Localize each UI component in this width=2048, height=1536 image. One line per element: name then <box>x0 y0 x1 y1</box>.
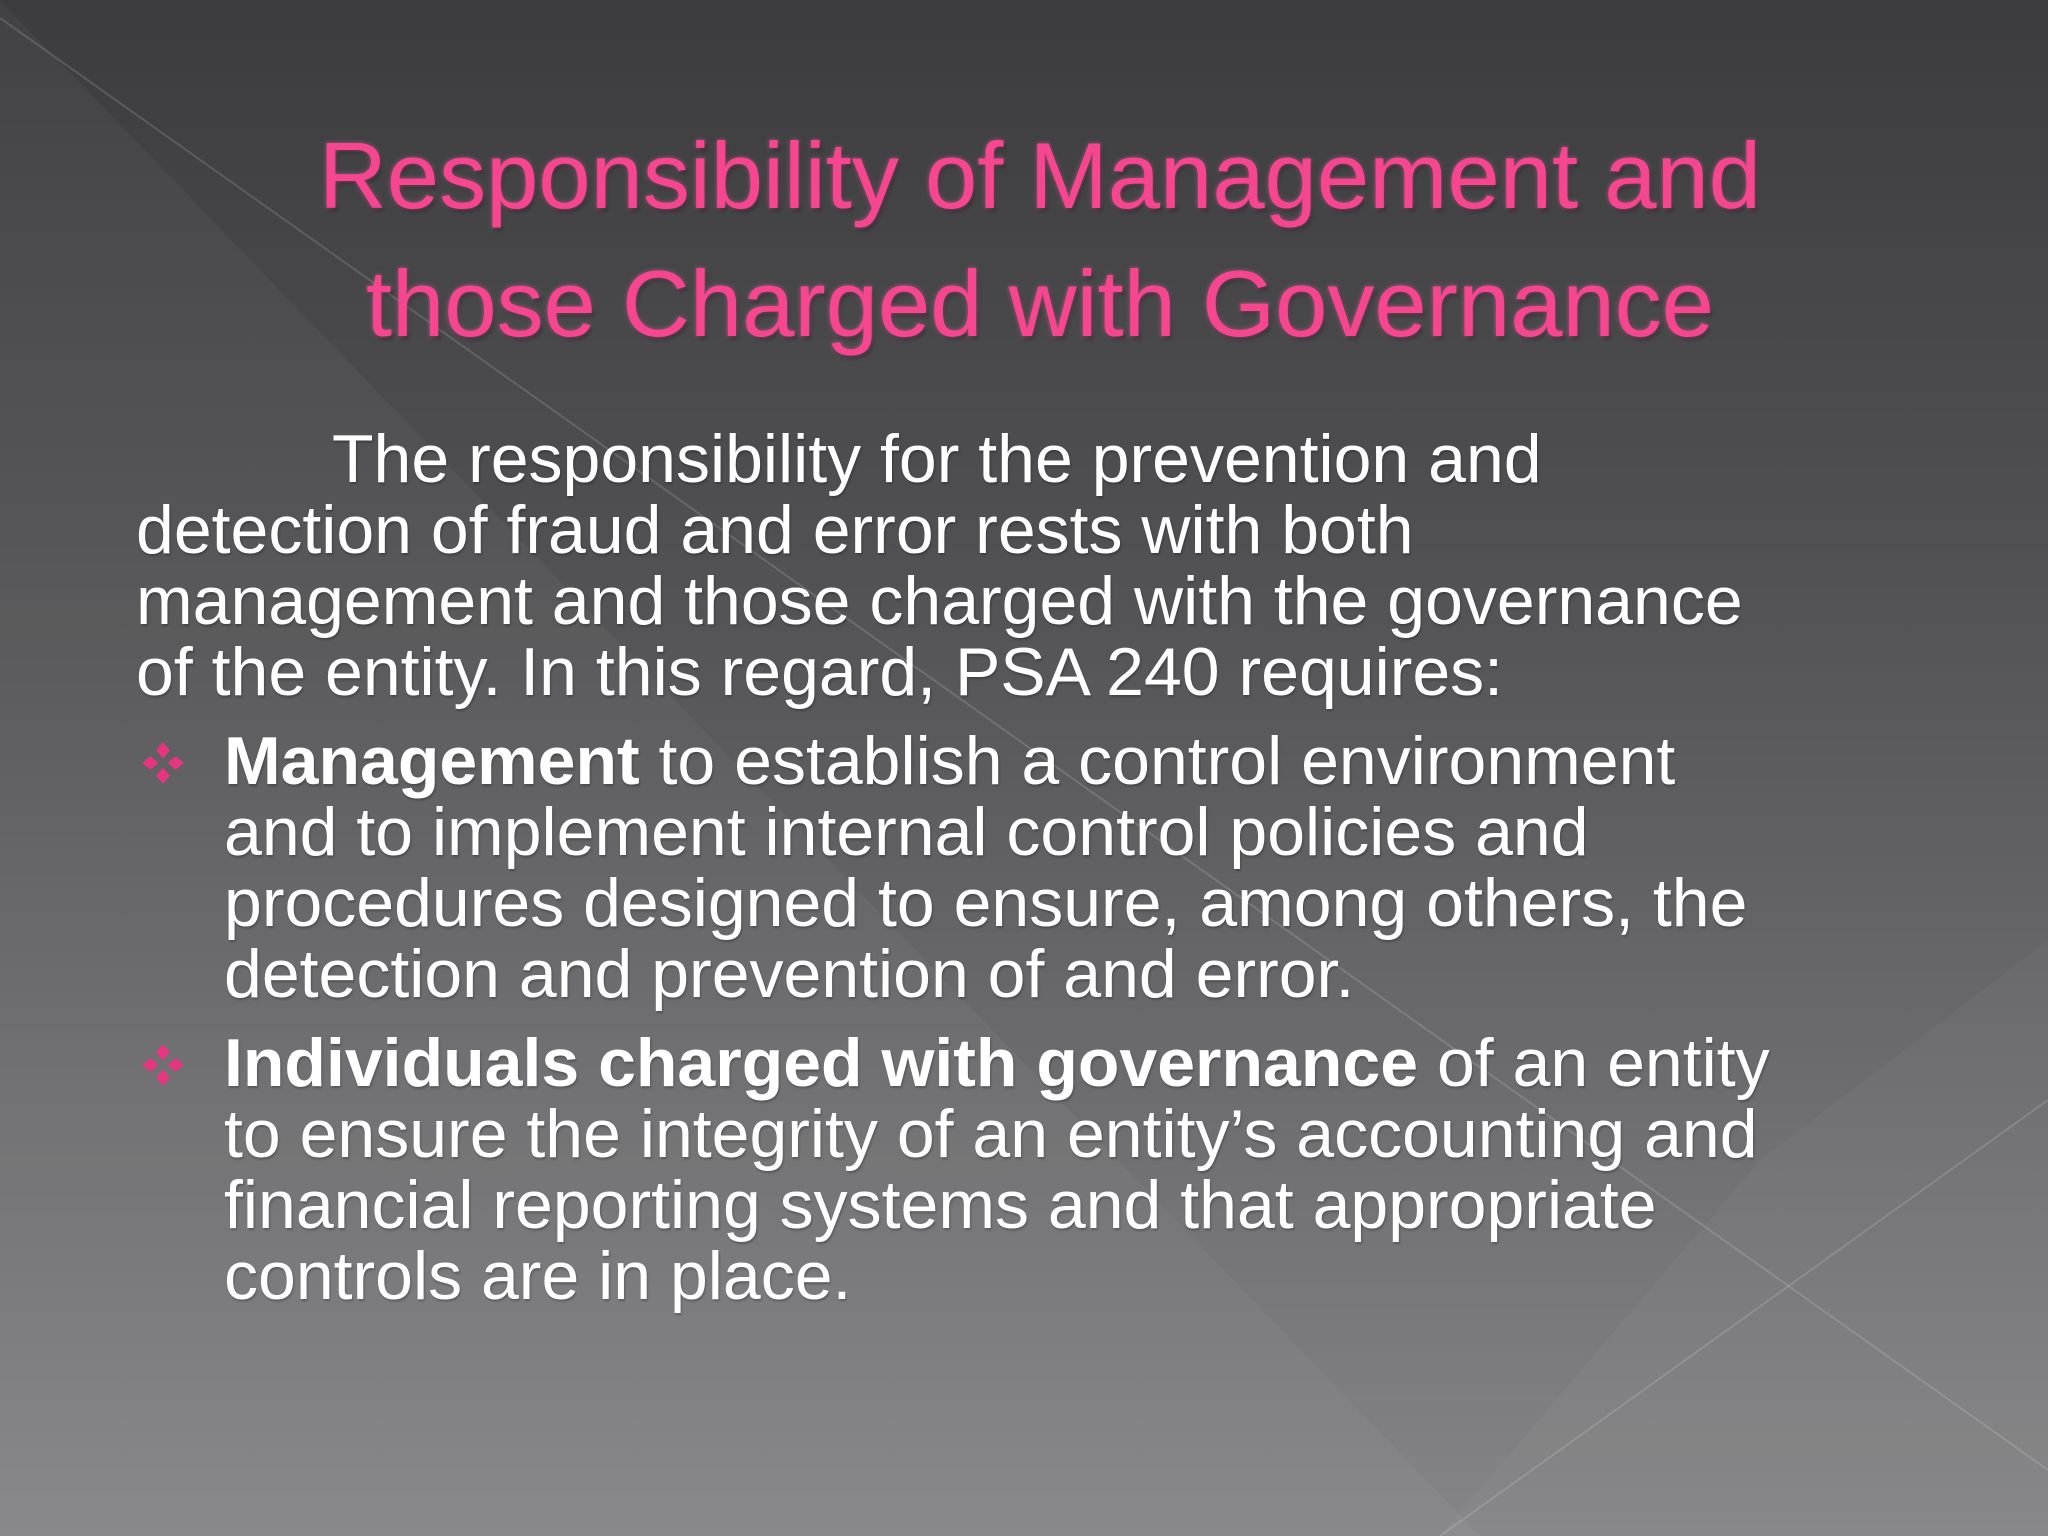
bullet-body: to establish a control environment and to implement internal control policies and procedures designed to ensure, among others, the detection and prevention of and error. <box>224 723 1748 1012</box>
bullet-item-management <box>136 723 1976 1012</box>
bullet-bold-term: Individuals charged with governance <box>224 1025 1419 1101</box>
bullet-body: of an entity to ensure the integrity of an entity’s accounting and financial reporting systems and that appropriate controls are in place. <box>224 1025 1770 1314</box>
bullet-text <box>224 1025 1976 1314</box>
intro-paragraph: The responsibility for the prevention and detection of fraud and error rests with both management and those charged with the governance of the entity. In this regard, PSA 240 requires: <box>136 421 1743 710</box>
bullet-item-governance <box>136 1025 1976 1314</box>
bullet-list <box>136 723 1976 1314</box>
slide-title <box>140 112 1940 368</box>
bullet-text <box>224 723 1976 1012</box>
slide-title-line-1: Responsibility of Management and <box>318 123 1762 228</box>
bullet-bold-term: Management <box>224 723 640 799</box>
slide-title-line-2: those Charged with Governance <box>365 251 1715 356</box>
four-diamond-icon <box>140 1042 186 1088</box>
slide-body <box>136 421 1976 1330</box>
four-diamond-icon <box>140 740 186 786</box>
